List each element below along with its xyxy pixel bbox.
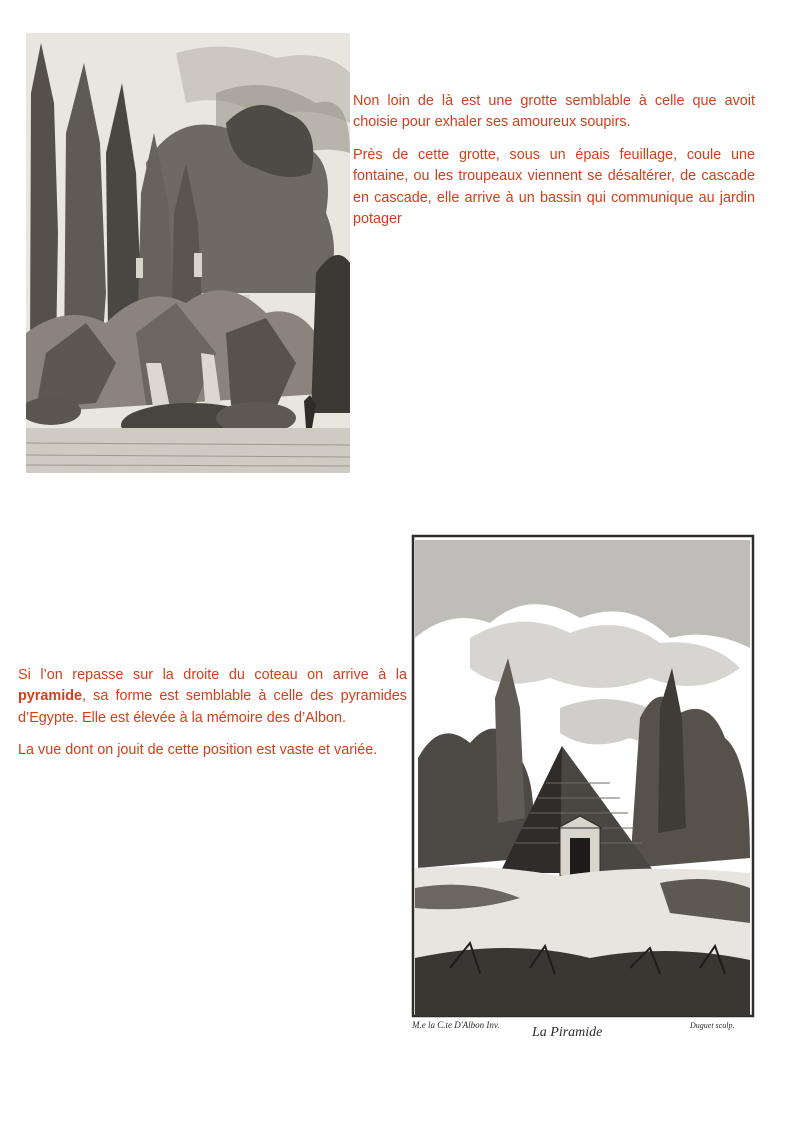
grotto-text-block [353, 91, 755, 241]
grotto-illustration [26, 33, 350, 473]
grotto-engraving [26, 33, 350, 473]
pyramid-paragraph-1-end: , sa forme est semblable à celle des pyramides d’Egypte. Elle est élevée à la mémoire des d’Albon. [18, 688, 407, 726]
pyramid-paragraph-1-start: Si l’on repasse sur la droite du coteau on arrive à la [18, 667, 407, 683]
pyramid-illustration [410, 528, 755, 1038]
grotto-paragraph-1: Non loin de là est une grotte semblable à celle que avoit choisie pour exhaler ses amoureux soupirs. [353, 93, 755, 131]
pyramid-caption-right: Duguet sculp. [690, 1021, 735, 1030]
grotto-paragraph-2: Près de cette grotte, sous un épais feuillage, coule une fontaine, ou les troupeaux viennent se désaltérer, de cascade en cascade, elle arrive à un bassin qui communique au jardin potager [353, 146, 755, 228]
pyramid-caption-title: La Piramide [532, 1025, 603, 1038]
pyramid-paragraph-1 [18, 665, 407, 729]
pyramid-text-block [18, 665, 407, 773]
pyramid-keyword: pyramide [18, 688, 82, 705]
pyramid-caption-left: M.e la C.te D'Albon Inv. [412, 1020, 500, 1030]
pyramid-paragraph-2: La vue dont on jouit de cette position est vaste et variée. [18, 742, 378, 759]
pyramid-engraving [410, 528, 755, 1038]
